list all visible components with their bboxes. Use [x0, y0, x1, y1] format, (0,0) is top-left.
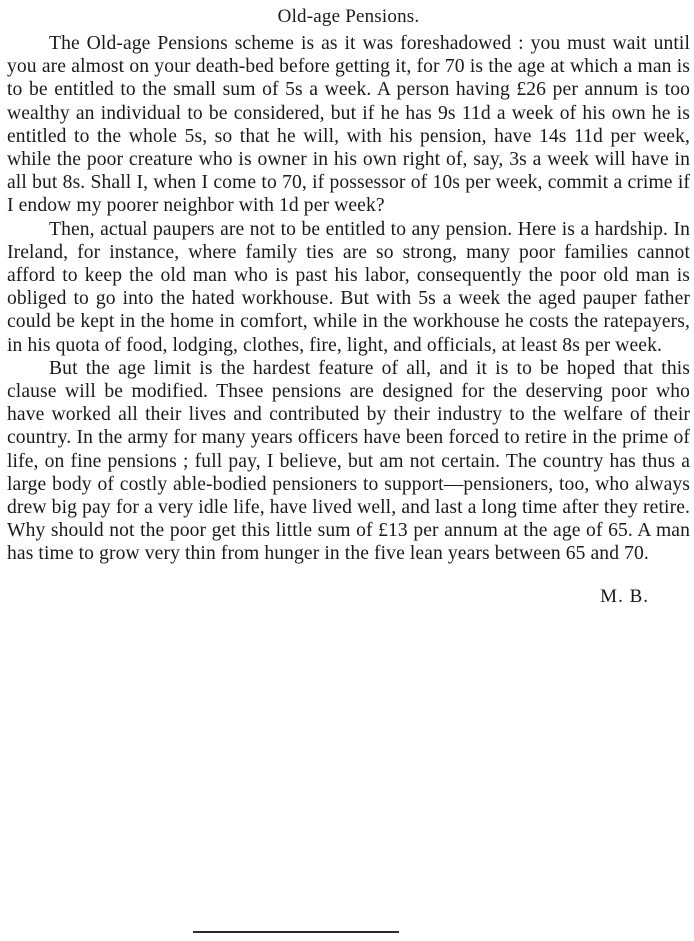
- paragraph-1: The Old-age Pensions scheme is as it was foreshadowed : you must wait until you are almost on your death-bed before getting it, for 70 is the age at which a man is to be entitled to the small sum of 5s a week. A person having £26 per annum is too wealthy an individual to be considered, but if he has 9s 11d a week of his own he is entitled to the whole 5s, so that he will, with his pension, have 14s 11d per week, while the poor creature who is owner in his own right of, say, 3s a week will have in all but 8s. Shall I, when I come to 70, if possessor of 10s per week, commit a crime if I endow my poorer neighbor with 1d per week?: [7, 33, 690, 217]
- end-rule-divider: [193, 931, 399, 933]
- author-signature: M. B.: [600, 585, 649, 607]
- paragraph-2: Then, actual paupers are not to be entitled to any pension. Here is a hardship. In Ireland, for instance, where family ties are so strong, many poor families cannot afford to keep the old man who is past his labor, consequently the poor old man is obliged to go into the hated workhouse. But with 5s a week the aged pauper father could be kept in the home in comfort, while in the workhouse he costs the ratepayers, in his quota of food, lodging, clothes, fire, light, and officials, at least 8s per week.: [7, 218, 690, 356]
- paragraph-3: But the age limit is the hardest feature of all, and it is to be hoped that this clause will be modified. Thsee pensions are designed for the deserving poor who have worked all their lives and contributed by their industry to the welfare of their country. In the army for many years officers have been forced to retire in the prime of life, on fine pensions ; full pay, I believe, but am not certain. The country has thus a large body of costly able-bodied pensioners to support—pensioners, too, who always drew big pay for a very idle life, have lived well, and last a long time after they retire. Why should not the poor get this little sum of £13 per annum at the age of 65. A man has time to grow very thin from hunger in the five lean years between 65 and 70.: [7, 357, 690, 565]
- article-title: Old-age Pensions.: [277, 6, 420, 27]
- article-page: [7, 0, 690, 608]
